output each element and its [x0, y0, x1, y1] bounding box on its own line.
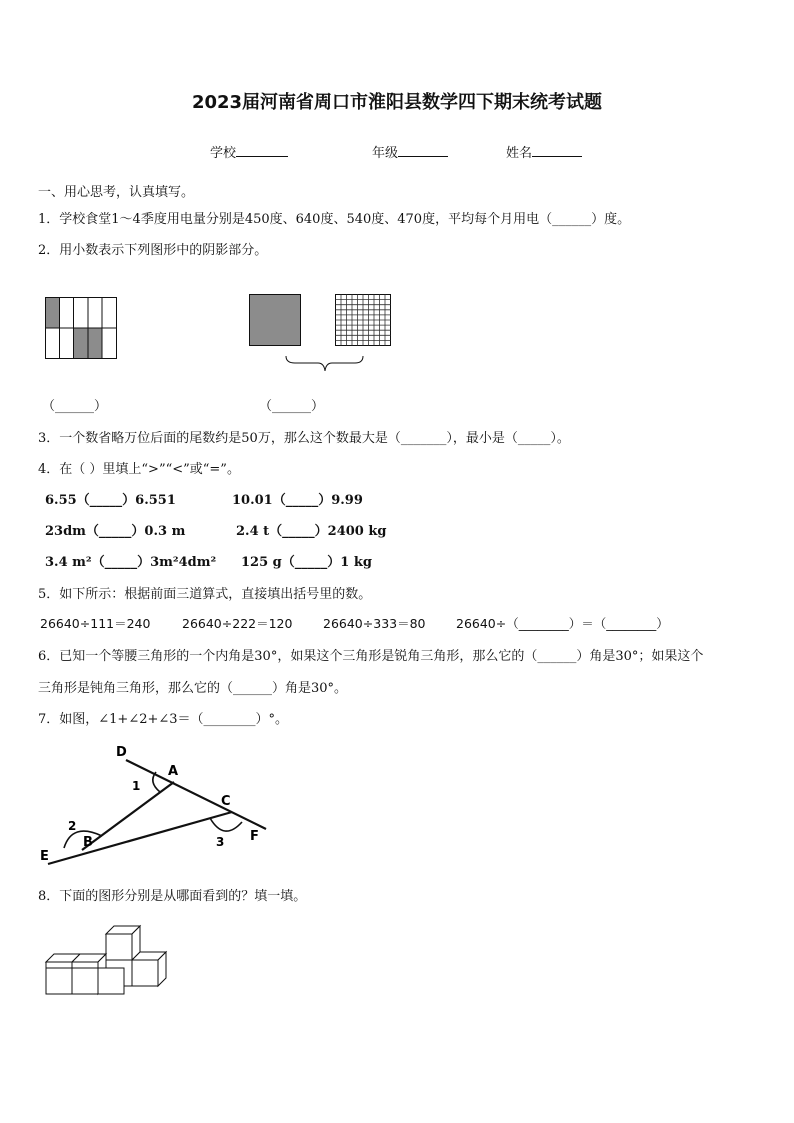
- page-title: 2023届河南省周口市淮阳县数学四下期末统考试题: [191, 92, 603, 113]
- q2-answer-left: （______）: [42, 399, 108, 414]
- q4-item: 125 g（_____）1 kg: [241, 555, 372, 570]
- point-label-a: A: [168, 764, 179, 779]
- question-6-line1: 6．已知一个等腰三角形的一个内角是30°，如果这个三角形是锐角三角形，那么它的（______）角是30°；如果这个: [38, 649, 704, 664]
- school-blank: [236, 144, 288, 157]
- q2-grid-figure: [45, 297, 117, 359]
- grade-field: [372, 142, 448, 161]
- question-5: 5．如下所示：根据前面三道算式，直接填出括号里的数。: [38, 587, 372, 602]
- point-label-f: F: [250, 829, 259, 844]
- shaded-cell: [88, 328, 102, 359]
- section-heading: 一、用心思考，认真填写。: [38, 185, 195, 200]
- q2-shaded-square: [249, 294, 301, 346]
- q2-answer-right: （______）: [259, 399, 325, 414]
- name-label: 姓名: [506, 146, 533, 161]
- q5-expr: 26640÷（________）＝（________）: [456, 616, 669, 631]
- angle-label-2: 2: [68, 819, 77, 833]
- question-2: 2．用小数表示下列图形中的阴影部分。: [38, 243, 268, 258]
- question-6-line2: 三角形是钝角三角形，那么它的（______）角是30°。: [38, 681, 348, 696]
- grade-label: 年级: [372, 146, 399, 161]
- grade-blank: [398, 144, 448, 157]
- shaded-cell: [46, 298, 60, 328]
- point-label-c: C: [221, 794, 231, 809]
- question-1: 1．学校食堂1～4季度用电量分别是450度、640度、540度、470度，平均每个月用电（______）度。: [38, 212, 631, 227]
- q4-item: 23dm（_____）0.3 m: [45, 524, 186, 539]
- question-7: 7．如图，∠1+∠2+∠3＝（________）°。: [38, 712, 289, 727]
- q2-hundred-grid: [335, 294, 391, 346]
- shaded-cell: [74, 328, 88, 359]
- angle-label-1: 1: [132, 779, 141, 793]
- q7-angle-figure: [38, 742, 278, 872]
- point-label-b: B: [83, 835, 93, 850]
- question-3: 3．一个数省略万位后面的尾数约是50万，那么这个数最大是（_______），最小是（_____）。: [38, 431, 570, 446]
- q4-item: 2.4 t（_____）2400 kg: [236, 524, 387, 539]
- q4-item: 10.01（_____）9.99: [232, 493, 363, 508]
- school-label: 学校: [210, 146, 237, 161]
- q4-item: 3.4 m²（_____）3m²4dm²: [45, 555, 217, 570]
- point-label-d: D: [116, 745, 127, 760]
- q8-cube-figure: [40, 922, 170, 998]
- q2-brace: [285, 354, 365, 374]
- q5-expr: 26640÷111＝240: [40, 616, 151, 631]
- point-label-e: E: [40, 849, 49, 864]
- q5-expr: 26640÷222＝120: [182, 616, 293, 631]
- question-4: 4．在（ ）里填上“>”“<”或“=”。: [38, 462, 240, 477]
- q5-expr: 26640÷333＝80: [323, 616, 426, 631]
- angle-label-3: 3: [216, 835, 225, 849]
- q4-item: 6.55（_____）6.551: [45, 493, 176, 508]
- school-field: [210, 142, 288, 161]
- name-field: [506, 142, 582, 161]
- name-blank: [532, 144, 582, 157]
- question-8: 8．下面的图形分别是从哪面看到的？填一填。: [38, 889, 307, 904]
